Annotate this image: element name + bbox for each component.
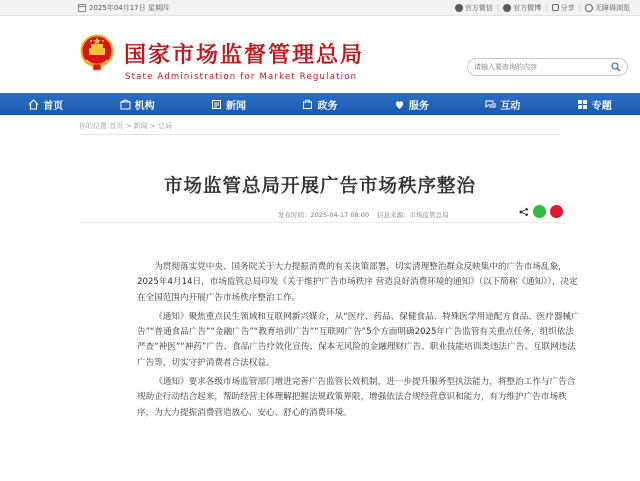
- nav-label: 互动: [500, 100, 521, 112]
- article-body: [137, 260, 582, 425]
- calendar-icon: [78, 4, 86, 12]
- publish-time: 发布时间：2025-04-17 08:00: [278, 211, 370, 219]
- weibo-label: 官方微博: [513, 3, 542, 12]
- affairs-icon: [302, 99, 313, 110]
- weibo-icon: [503, 4, 511, 12]
- main-nav: [0, 93, 640, 115]
- wechat-label: 官方微信: [464, 3, 493, 12]
- topic-icon: [577, 99, 588, 110]
- article-paragraph: 《通知》要求各级市场监管部门增进完善广告监管长效机制，进一步提升服务型执法能力，将整治工作与广告合规助企行动结合起来，帮助经营主体理解把握法规政策界限，增强依法合规经营意识和能力，有力维护广告市场秩序，为大力提振消费营造放心、安心、舒心的消费环境。: [137, 377, 576, 418]
- top-bar: [0, 0, 640, 16]
- search-icon[interactable]: [611, 62, 621, 72]
- divider: |: [578, 3, 581, 12]
- divider: |: [545, 3, 548, 12]
- site-title[interactable]: 国家市场监督管理总局: [124, 43, 365, 68]
- nav-item-interact[interactable]: [457, 93, 548, 115]
- org-icon: [120, 99, 131, 110]
- breadcrumb[interactable]: 你的位置:首页 > 新闻 > 总局: [79, 122, 172, 130]
- nav-item-news[interactable]: [183, 93, 274, 115]
- weibo-share-icon[interactable]: [550, 205, 563, 218]
- article-source: 信息来源：市场监管总局: [377, 211, 449, 219]
- national-emblem-icon[interactable]: [80, 34, 114, 72]
- date-text: 2025年04月17日 星期四: [89, 3, 169, 12]
- nav-label: 服务: [408, 100, 429, 112]
- divider: [79, 222, 561, 223]
- share-bar: [519, 205, 563, 218]
- article-paragraph: 为贯彻落实党中央、国务院关于大力提振消费的有关决策部署，切实清理整治群众反映集中的广告市场乱象，2025年4月14日，市场监管总局印发《关于维护广告市场秩序 营造良好消费环境的通知》（以下简称《通知》），决定在全国范围内开展广告市场秩序整治工作。: [137, 262, 578, 303]
- share-icon: [552, 4, 559, 11]
- share-label: 分享: [560, 3, 575, 12]
- accessibility-icon: [585, 4, 593, 12]
- article-paragraph: 《通知》聚焦重点民生领域和互联网新兴媒介，从“医疗、药品、保健食品、特殊医学用途配方食品、医疗器械广告”“普通食品广告”“金融广告”“教育培训广告”“互联网广告”5个方面明确2025年广告监管有关重点任务，组织依法严查“神医”“神药”广告、食品广告疗效化宣传、保本无风险的金融理财广告、职业技能培训类违法广告、互联网违法广告等，切实守护消费者合法权益。: [137, 311, 580, 368]
- top-links: [455, 3, 630, 13]
- nav-item-org[interactable]: [91, 93, 182, 115]
- accessibility-label: 无障碍浏览: [595, 3, 630, 12]
- news-icon: [211, 99, 222, 110]
- nav-item-service[interactable]: [366, 93, 457, 115]
- nav-item-topic[interactable]: [549, 93, 640, 115]
- accessibility-link[interactable]: [585, 3, 630, 13]
- share-icon[interactable]: [519, 207, 529, 217]
- wechat-icon: [455, 4, 463, 12]
- date-display: [78, 3, 169, 13]
- nav-item-home[interactable]: [0, 93, 91, 115]
- service-icon: [394, 99, 405, 110]
- article-title: 市场监管总局开展广告市场秩序整治: [163, 176, 476, 197]
- site-subtitle: State Administration for Market Regulation: [125, 72, 358, 82]
- wechat-share-icon[interactable]: [533, 205, 546, 218]
- nav-item-affairs[interactable]: [274, 93, 365, 115]
- search-input[interactable]: [474, 63, 602, 71]
- site-header: [0, 16, 640, 93]
- interact-icon: [485, 99, 496, 110]
- home-icon: [28, 99, 39, 110]
- nav-label: 首页: [43, 100, 64, 112]
- article-meta: [278, 210, 449, 219]
- nav-label: 机构: [134, 100, 155, 112]
- search-box: [467, 58, 628, 76]
- share-link[interactable]: [552, 3, 575, 13]
- divider: [79, 134, 561, 135]
- nav-label: 专题: [591, 100, 612, 112]
- wechat-link[interactable]: [455, 3, 493, 13]
- nav-label: 政务: [317, 100, 338, 112]
- nav-label: 新闻: [226, 100, 247, 112]
- divider: |: [496, 3, 500, 12]
- weibo-link[interactable]: [503, 3, 541, 13]
